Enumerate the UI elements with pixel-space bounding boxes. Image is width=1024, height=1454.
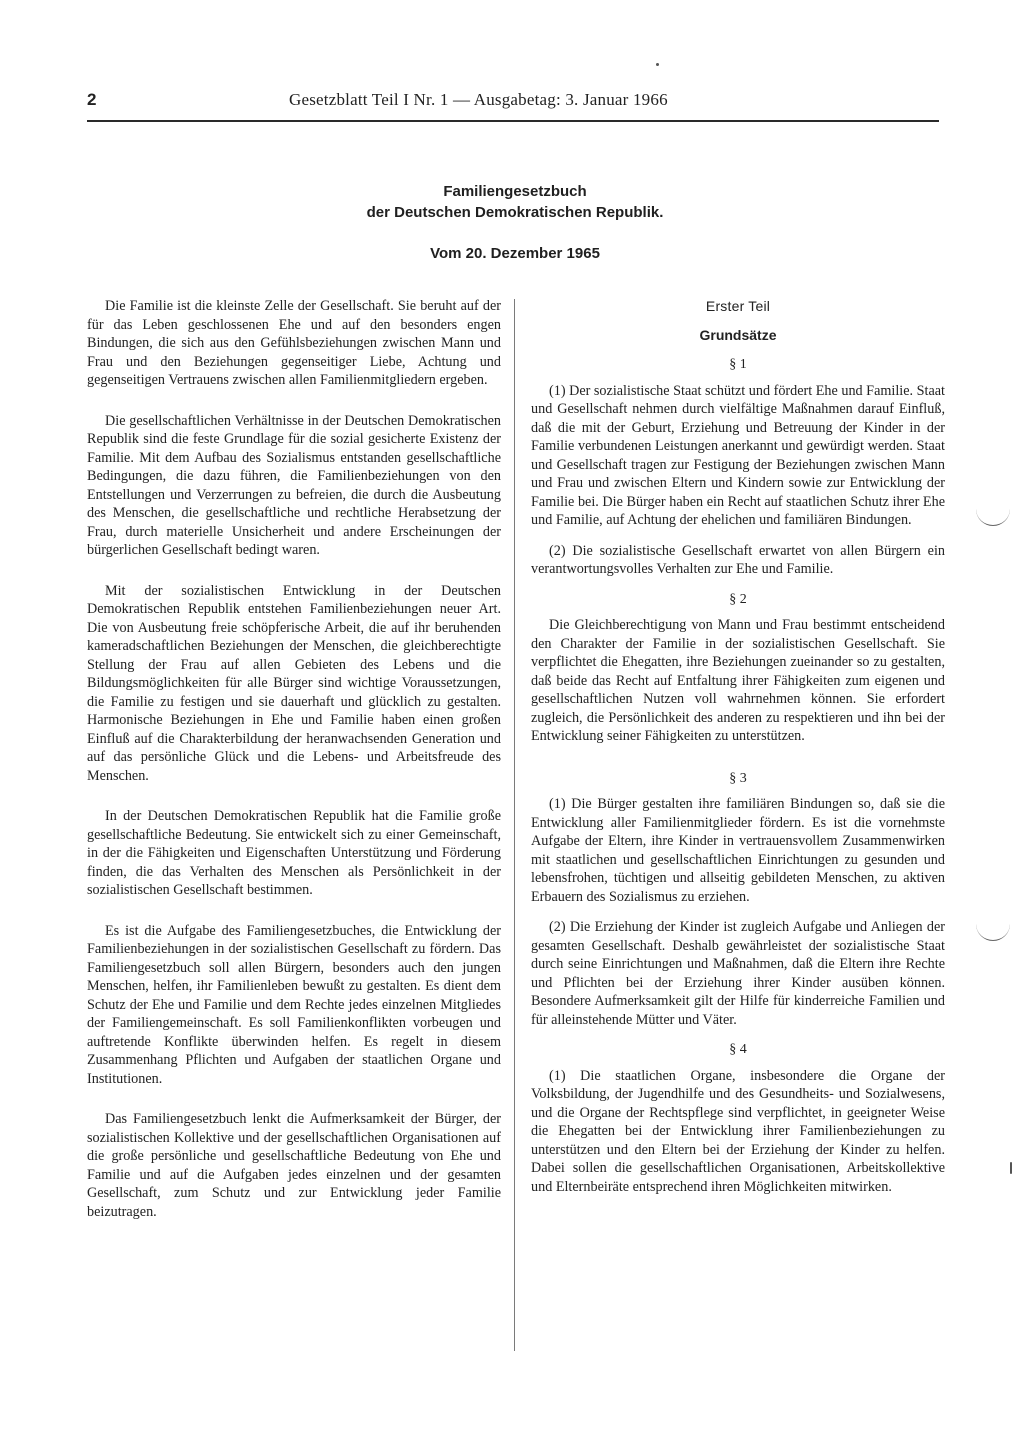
paragraph-mark-1: § 1 bbox=[729, 357, 747, 372]
paragraph-1-clause-1: (1) Der sozialistische Staat schützt und fördert Ehe und Familie. Staat und Gesellschaft nehmen durch vielfältige Maßnahmen darauf Einfluß, daß die mit der Geburt, Erziehung und Betreuung der Kinder in der Familie verbundenen Leistungen anerkannt und gewürdigt werden. Staat und Gesellschaft tragen zur Festigung der Beziehungen zwischen Mann und Frau und zwischen Eltern und Kindern sowie zur Entwicklung der Familie bei. Die Bürger haben ein Recht auf staatlichen Schutz ihrer Ehe und Familie, auf Achtung der ehelichen und familiären Bindungen. bbox=[531, 382, 945, 528]
document-subtitle: der Deutschen Demokratischen Republik. bbox=[366, 204, 664, 221]
paragraph-mark-3: § 3 bbox=[729, 770, 747, 786]
preamble-paragraph: Mit der sozialistischen Entwicklung in der Deutschen Demokratischen Republik entstehen Familienbeziehungen neuer Art. Die von Ausbeutung freie schöpferische Arbeit, die auf ihr beruhenden kameradschaftlichen Beziehungen der Menschen, die gleichberechtigte Stellung der Frau auf allen Gebieten des Lebens und die Bildungsmöglichkeiten für alle Bürger sind wichtige Voraussetzungen, die Familie zu festigen und sie dauerhaft und glücklich zu gestalten. Harmonische Beziehungen in Ehe und Familie haben einen großen Einfluß auf die Charakterbildung der heranwachsenden Generation und auf das persönliche Glück und die Lebens- und Arbeitsfreude des Menschen. bbox=[87, 582, 501, 784]
running-header bbox=[87, 86, 939, 116]
print-speck bbox=[656, 63, 659, 66]
margin-curve-mark bbox=[976, 924, 1010, 941]
section-title: Grundsätze bbox=[699, 326, 777, 343]
paragraph-3-clause-1: (1) Die Bürger gestalten ihre familiären Bindungen so, daß sie die Entwicklung aller Familienmitglieder fördern. Es ist die vornehmste Aufgabe der Eltern, ihre Kinder in vertrauensvollem Zusammenwirken mit staatlichen und gesellschaftlichen Einrichtungen zu gesunden und lebensfrohen, tüchtigen und allseitig gebildeten Menschen, zu aktiven Erbauern des Sozialismus zu erziehen. bbox=[531, 796, 945, 905]
preamble-paragraph: Das Familiengesetzbuch lenkt die Aufmerksamkeit der Bürger, der sozialistischen Kollektive und der gesellschaftlichen Organisationen auf die große persönliche und gesellschaftliche Bedeutung von Ehe und Familie und auf die Aufgaben jedes einzelnen und der gesamten Gesellschaft, zum Schutz und zur Entwicklung jeder Familie beizutragen. bbox=[87, 1111, 501, 1220]
preamble-paragraph: In der Deutschen Demokratischen Republik hat die Familie große gesellschaftliche Bedeutung. Sie entwickelt sich zu einer Gemeinschaft, in der die Fähigkeiten und Eigenschaften Unterstützung und Förderung finden, die das Verhalten des Menschen als Persönlichkeit in der sozialistischen Gesellschaft bestimmen. bbox=[87, 808, 501, 898]
principles-column bbox=[531, 297, 945, 1196]
paragraph-2-text: Die Gleichberechtigung von Mann und Frau bestimmt entscheidend den Charakter der Familie in der sozialistischen Gesellschaft. Sie verpflichtet die Ehegatten, ihre Beziehungen zueinander so zu gestalten, daß beide das Recht auf Entfaltung ihrer Fähigkeiten zum eigenen und gesellschaftlichen Nutzen voll wahrnehmen können. Sie erfordert zugleich, die Persönlichkeit des anderen zu respektieren und ihn bei der Entwicklung seiner Fähigkeiten zu unterstützen. bbox=[531, 617, 945, 744]
margin-curve-mark bbox=[976, 509, 1010, 526]
preamble-paragraph: Die Familie ist die kleinste Zelle der Gesellschaft. Sie beruht auf der für das Leben geschlossenen Ehe und auf den besonders engen Bindungen, die sich aus den Gefühlsbeziehungen zwischen Mann und Frau und den Beziehungen gegenseitiger Liebe, Achtung und gegenseitigen Vertrauens zwischen allen Familienmitgliedern ergeben. bbox=[87, 298, 501, 388]
paragraph-mark-2: § 2 bbox=[729, 591, 747, 607]
paragraph-1-clause-2: (2) Die sozialistische Gesellschaft erwartet von allen Bürgern ein verantwortungsvolles Verhalten zur Ehe und Familie. bbox=[531, 542, 945, 577]
part-title: Erster Teil bbox=[705, 298, 771, 314]
preamble-column bbox=[87, 297, 501, 1221]
document-date: Vom 20. Dezember 1965 bbox=[430, 245, 600, 262]
paragraph-4-clause-1: (1) Die staatlichen Organe, insbesondere die Organe der Volksbildung, der Jugendhilfe und des Gesundheits- und Sozialwesens, und die Organe der Rechtspflege sind verpflichtet, in geeigneter Weise die Ehegatten bei der Entwicklung ihrer Familienbeziehungen zu unterstützen und den Eltern bei der Erziehung der Kinder zu helfen. Dabei sollen die gesellschaftlichen Organisationen, Arbeitskollektive und Elternbeiräte entsprechend ihren Möglichkeiten mitwirken. bbox=[531, 1067, 945, 1195]
print-speck bbox=[1010, 1162, 1012, 1174]
paragraph-mark-4: § 4 bbox=[729, 1042, 747, 1057]
preamble-paragraph: Die gesellschaftlichen Verhältnisse in der Deutschen Demokratischen Republik sind die feste Grundlage für die sozial gesicherte Existenz der Familie. Mit dem Aufbau des Sozialismus entstanden gesellschaftliche Bedingungen, die dazu führen, die Familienbeziehungen von den Entstellungen und Verzerrungen zu befreien, die durch die Ausbeutung des Menschen, die gesellschaftliche und rechtliche Herabsetzung der Frau, durch materielle Unsicherheit und andere Erscheinungen der bürgerlichen Gesellschaft bedingt waren. bbox=[87, 412, 501, 558]
column-divider bbox=[514, 299, 515, 1351]
document-title: Familiengesetzbuch bbox=[443, 183, 587, 200]
paragraph-3-clause-2: (2) Die Erziehung der Kinder ist zugleich Aufgabe und Anliegen der gesamten Gesellschaft. Deshalb gewährleistet der sozialistische Staat durch seine Einrichtungen und Maßnahmen, daß die Eltern ihre Rechte und Pflichten bei der Erziehung ihrer Kinder ausüben können. Besondere Aufmerksamkeit gilt der Hilfe für kinderreiche Familien und für alleinstehende Mütter und Väter. bbox=[531, 919, 945, 1028]
preamble-paragraph: Es ist die Aufgabe des Familiengesetzbuches, die Entwicklung der Familienbeziehungen in der sozialistischen Gesellschaft zu fördern. Das Familiengesetzbuch soll allen Bürgern, besonders auch den jungen Menschen, helfen, ihr Familienleben bewußt zu gestalten. Es dient dem Schutz der Ehe und Familie und dem Rechte jedes einzelnen Mitgliedes der Familiengemeinschaft. Es soll Familienkonflikten vorbeugen und auftretende Konflikte überwinden helfen. Es regelt in diesem Zusammenhang Pflichten und Aufgaben der staatlichen Organe und Institutionen. bbox=[87, 922, 501, 1087]
running-title: Gesetzblatt Teil I Nr. 1 — Ausgabetag: 3. Januar 1966 bbox=[289, 90, 668, 109]
header-rule bbox=[87, 120, 939, 122]
page-number: 2 bbox=[87, 90, 97, 109]
